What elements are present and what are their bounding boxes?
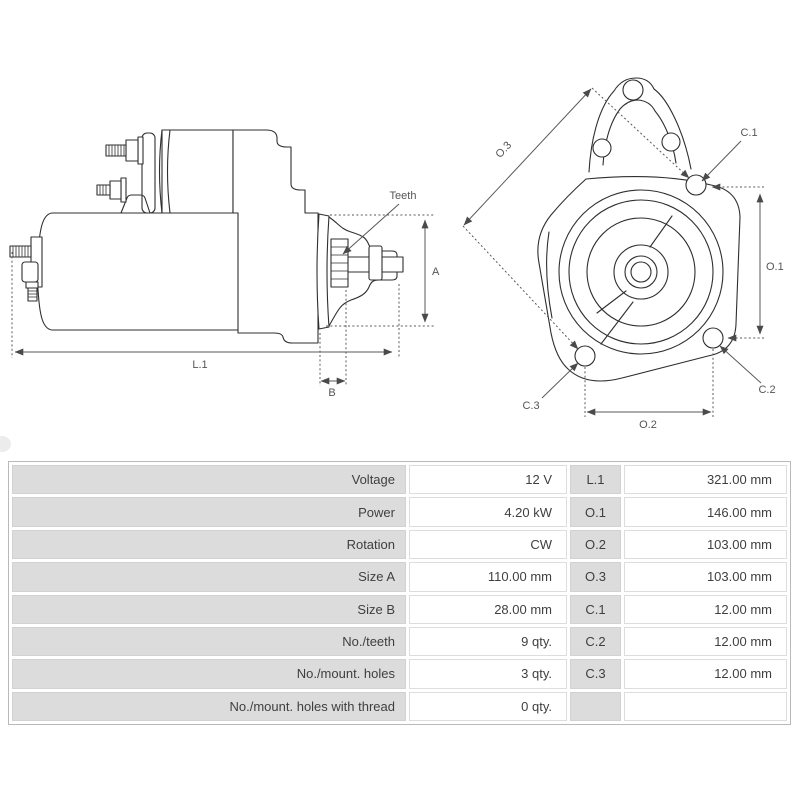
mount-hole-c2 [703,328,723,348]
teeth-label: Teeth [389,190,417,202]
spec-code: L.1 [570,465,621,494]
spec-code [570,692,621,721]
spec-label: No./mount. holes [12,659,406,688]
spec-label: Rotation [12,530,406,559]
spec-code-value: 12.00 mm [624,627,787,656]
spec-label: Voltage [12,465,406,494]
dim-l1-label: L.1 [192,359,208,371]
table-row [12,530,787,559]
dim-b-label: B [328,387,336,399]
spec-value: 9 qty. [409,627,567,656]
spec-value: 0 qty. [409,692,567,721]
spec-code: C.1 [570,595,621,624]
spec-code-value: 103.00 mm [624,530,787,559]
table-row [12,659,787,688]
spec-value: 12 V [409,465,567,494]
solenoid-terminals [97,137,143,202]
dim-a-label: A [432,266,440,278]
spec-code: C.2 [570,627,621,656]
spec-value: CW [409,530,567,559]
spec-label: No./mount. holes with thread [12,692,406,721]
spec-code: O.1 [570,497,621,526]
spec-code: C.3 [570,659,621,688]
table-row [12,562,787,591]
spec-value: 3 qty. [409,659,567,688]
spec-label: Size B [12,595,406,624]
table-row [12,692,787,721]
bracket-hole-left [593,139,611,157]
table-row [12,465,787,494]
spec-label: Size A [12,562,406,591]
drive-housing [233,130,318,343]
spec-code: O.2 [570,530,621,559]
spec-value: 110.00 mm [409,562,567,591]
top-bracket [589,78,691,172]
spec-label: No./teeth [12,627,406,656]
callout-c2 [720,346,776,396]
motor-body [37,213,240,330]
spec-code-value: 12.00 mm [624,595,787,624]
table-row [12,497,787,526]
spec-table [8,461,791,725]
spec-code-value: 12.00 mm [624,659,787,688]
dim-o1-label: O.1 [766,261,784,273]
rear-terminal-studs [10,237,42,301]
spec-code-value: 146.00 mm [624,497,787,526]
dim-c1-label: C.1 [740,127,758,139]
dim-c3-label: C.3 [522,400,540,412]
callout-c1 [702,127,758,181]
table-row [12,627,787,656]
spec-value: 28.00 mm [409,595,567,624]
dim-c2-label: C.2 [758,384,776,396]
table-row [12,595,787,624]
flange-edge [317,214,329,329]
spec-code: O.3 [570,562,621,591]
watermark-artifact [0,436,11,452]
dim-o3-label: O.3 [493,139,515,161]
dim-o2-label: O.2 [639,419,657,431]
spec-value: 4.20 kW [409,497,567,526]
mounting-flange [538,177,740,381]
spec-code-value: 321.00 mm [624,465,787,494]
spec-code-value [624,692,787,721]
starter-front-view [463,78,784,431]
spec-label: Power [12,497,406,526]
bracket-hole-top [623,80,643,100]
spec-code-value: 103.00 mm [624,562,787,591]
bracket-hole-right [662,133,680,151]
starter-side-view [10,130,440,399]
